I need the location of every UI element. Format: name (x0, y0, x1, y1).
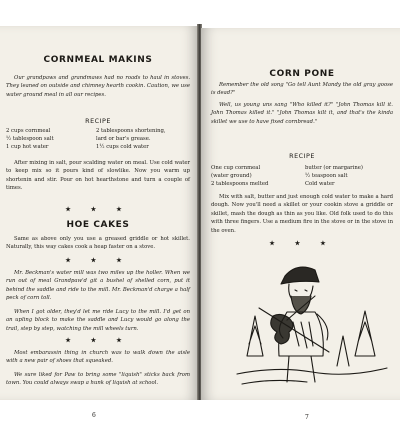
story-lucy-mill: When I got older, they'd let me ride Lucy to the mill. I'd get on an upling block to make the saddle and Lucy would go along the trail, step by step, watching the mill wheels turn. (6, 309, 190, 332)
hoe-cakes-text: Same as above only you use a greased griddle or hot skillet. Naturally, this way cakes cook a heap faster on a stove. (6, 236, 190, 251)
story-liquish: We sure liked for Paw to bring some "liquish" sticks back from town. You could always swap a hunk of liquish at school. (6, 372, 190, 387)
story-water-mill: Mr. Beckman's water mill was two miles up the holler. When we run out of meal Grandpaw'd git a bushel of shelled corn, put it behind the saddle and ride to the mill. Mr. Beckman'd charge a half peck of corn toll. (6, 270, 190, 302)
ingredient-cell: 2 cups cornmeal (6, 128, 51, 134)
ingredient-cell: Cold water (305, 181, 335, 188)
story-church-shoes: Most embarassin thing in church was to walk down the aisle with a new pair of shoes that squeaked. (6, 350, 190, 365)
ingredient-cell: 1½ cups cold water (96, 144, 149, 151)
left-page-content (4, 26, 192, 419)
ingredient-cell: One cup cornmeal (211, 165, 261, 171)
ingredient-cell: ½ teaspoon salt (305, 173, 348, 180)
cornmeal-makins-title: CORNMEAL MAKINS (43, 55, 153, 65)
ingredient-cell: 1 cup hot water (6, 144, 49, 151)
section-divider-stars: ★ ★ ★ (269, 240, 335, 247)
corn-pone-method: Mix with salt, butter and just enough cold water to make a hard dough. Now you'll need a skillet or your cookin stove a griddle or skillet, mash the dough as thin as you like. Old folk used to do this with three fingers. Use a medium fire in the stove or in the stove in the oven. (211, 194, 393, 234)
corn-pone-quote: Well, us young uns sang "Who killed it?" "John Thomas kill it. John Thomas killed it." "John Thomas kilt it, and that's the kinda skillet we use to have fixed cornbread." (211, 102, 393, 125)
right-page-content (209, 28, 395, 421)
section-divider-stars: ★ ★ ★ (65, 337, 131, 344)
fiddler-illustration (237, 256, 387, 396)
page-number-right: 7 (305, 414, 309, 421)
hoe-cakes-title: HOE CAKES (66, 220, 130, 230)
cornmeal-method: After mixing in salt, pour scalding water on meal. Use cold water to keep mix so it pours kind of slowlike. Now you warm up shortenin and stir. Pour on hot hearthstone and turn a couple of times. (6, 160, 190, 192)
cornmeal-intro: Our grandpaws and grandmaws had no roads to haul in stoves. They leaned on outside and chimney hearth cookin. Caution, we use water ground meal in all our recipes. (6, 75, 190, 98)
page-number-left: 6 (92, 412, 96, 419)
ingredient-cell: 2 tablespoons melted (211, 181, 269, 188)
corn-pone-intro: Remember the old song "Go tell Aunt Mandy the old gray goose is dead?" (211, 82, 393, 97)
left-ingredients (6, 127, 190, 152)
ingredient-cell: lard or bar's grease. (96, 136, 151, 143)
right-ingredients (211, 164, 393, 189)
ingredient-cell: butter (or margarine) (305, 165, 363, 171)
section-divider-stars: ★ ★ ★ (65, 257, 131, 264)
left-recipe-label: RECIPE (85, 117, 111, 125)
ingredient-cell: (water ground) (211, 173, 252, 180)
left-page (0, 26, 198, 419)
corn-pone-title: CORN PONE (269, 69, 335, 79)
ingredient-cell: ½ tablespoon salt (6, 136, 54, 143)
right-recipe-label: RECIPE (289, 152, 315, 160)
ingredient-cell: 2 tablespoons shortening, (96, 128, 166, 134)
section-divider-stars: ★ ★ ★ (65, 206, 131, 213)
right-page (201, 28, 400, 421)
